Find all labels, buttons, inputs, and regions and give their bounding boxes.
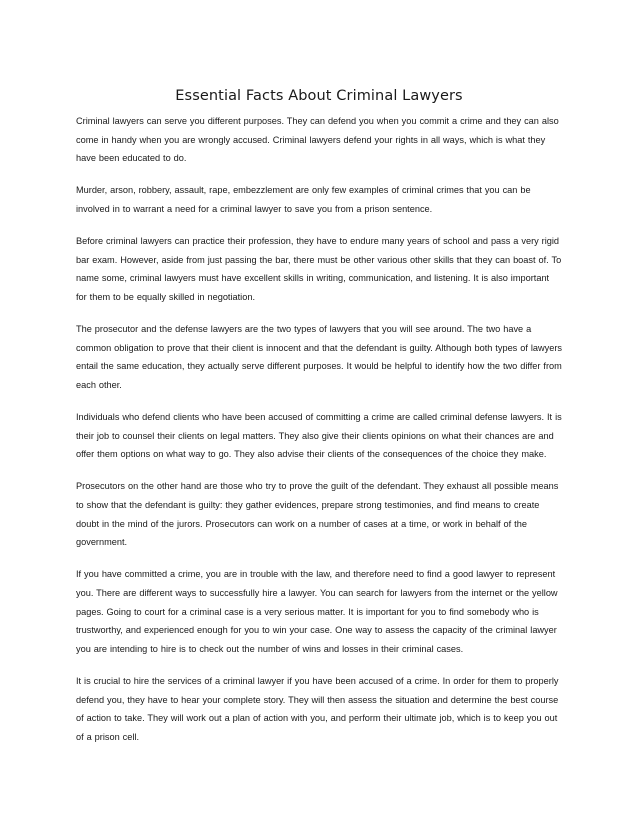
paragraph-3: Before criminal lawyers can practice their profession, they have to endure many years of school and pass a very rigid bar exam. However, aside from just passing the bar, there must be other various other skills that they can boast of. To name some, criminal lawyers must have excellent skills in writing, communication, and listening. It is also important for them to be equally skilled in negotiation. <box>76 236 562 302</box>
paragraph-2: Murder, arson, robbery, assault, rape, embezzlement are only few examples of criminal crimes that you can be involved in to warrant a need for a criminal lawyer to save you from a prison sentence. <box>76 185 531 214</box>
paragraph-5: Individuals who defend clients who have been accused of committing a crime are called criminal defense lawyers. It is their job to counsel their clients on legal matters. They also give their clients opinions on what their chances are and offer them options on what way to go. They also advise their clients of the consequences of the choice they make. <box>76 412 562 460</box>
paragraph-1: Criminal lawyers can serve you different purposes. They can defend you when you commit a crime and they can also come in handy when you are wrongly accused. Criminal lawyers defend your rights in all ways, which is what they have been educated to do. <box>76 116 559 164</box>
document-title: Essential Facts About Criminal Lawyers <box>175 88 463 104</box>
paragraph-6: Prosecutors on the other hand are those who try to prove the guilt of the defendant. They exhaust all possible means to show that the defendant is guilty: they gather evidences, prepare strong testimonies, and find means to create doubt in the mind of the jurors. Prosecutors can work on a number of cases at a time, or work in behalf of the government. <box>76 481 559 548</box>
paragraph-4: The prosecutor and the defense lawyers are the two types of lawyers that you will see around. The two have a common obligation to prove that their client is innocent and that the defendant is guilty. Although both types of lawyers entail the same education, they actually serve different purposes. It would be helpful to identify how the two differ from each other. <box>76 324 562 390</box>
paragraph-8: It is crucial to hire the services of a criminal lawyer if you have been accused of a crime. In order for them to properly defend you, they have to hear your complete story. They will then assess the situation and determine the best course of action to take. They will work out a plan of action with you, and perform their ultimate job, which is to keep you out of a prison cell. <box>76 676 559 742</box>
paragraph-7: If you have committed a crime, you are in trouble with the law, and therefore need to find a good lawyer to represent you. There are different ways to successfully hire a lawyer. You can search for lawyers from the internet or the yellow pages. Going to court for a criminal case is a very serious matter. It is important for you to find somebody who is trustworthy, and experienced enough for you to win your case. One way to assess the capacity of the criminal lawyer you are intending to hire is to check out the number of wins and losses in their criminal cases. <box>76 569 558 654</box>
document-body <box>76 112 562 760</box>
